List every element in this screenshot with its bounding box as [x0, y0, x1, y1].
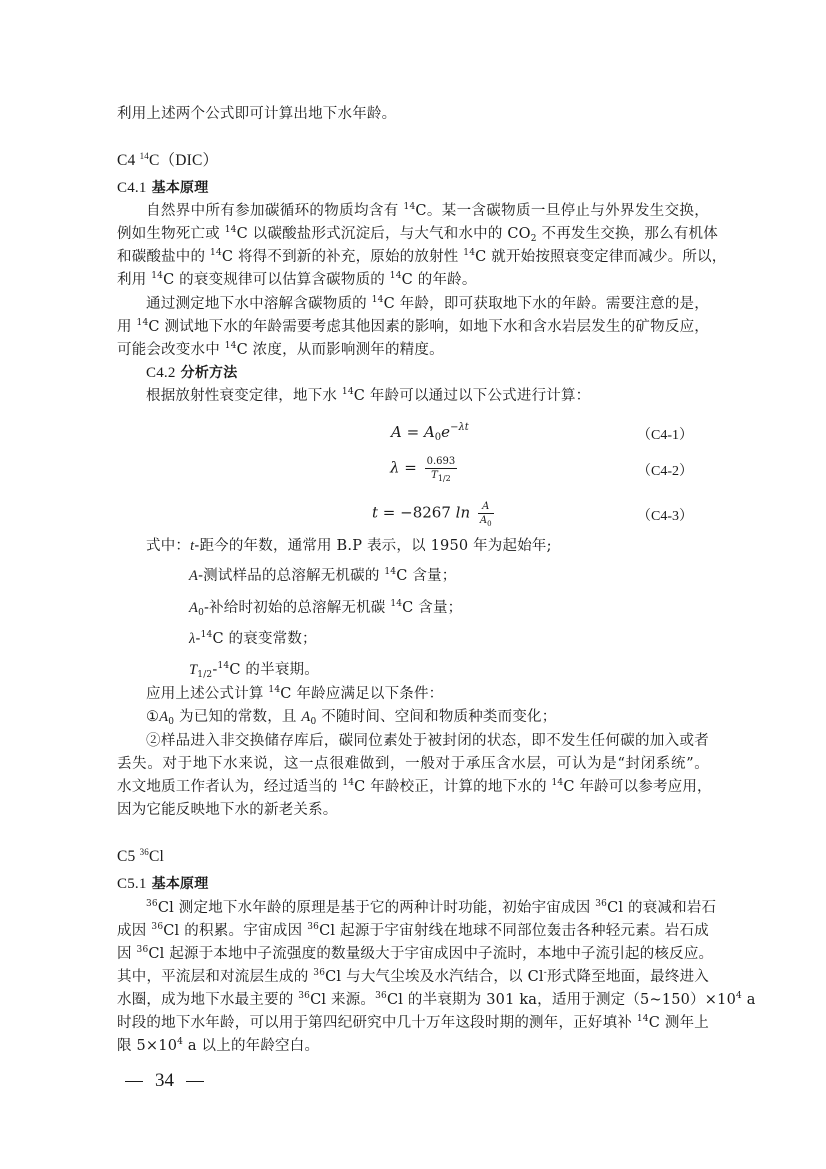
dash-right — [186, 1081, 204, 1082]
paragraph-line: 根据放射性衰变定律，地下水 $^{14}$C 年龄可以通过以下公式进行计算： — [146, 387, 591, 404]
where-line: 式中：t-距今的年数，通常用 B.P 表示，以 1950 年为起始年; — [146, 538, 552, 554]
paragraph-line: 例如生物死亡或 $^{14}$C 以碳酸盐形式沉淀后，与大气和水中的 $CO_2$ 不再发生交换，那么有机体 — [117, 225, 718, 244]
equation-c4-1: $A = A_0e^{-\lambda t}$ — [391, 422, 469, 443]
paragraph-line: 时段的地下水年龄，可以用于第四纪研究中几十万年这段时期的测年，正好填补 $^{14}$C 测年上 — [117, 1014, 709, 1031]
where-line: $A_0-$补给时初始的总溶解无机碳 $^{14}$C 含量； — [189, 599, 463, 618]
paragraph-line: 利用 $^{14}$C 的衰变规律可以估算含碳物质的 $^{14}$C 的年龄。 — [117, 271, 477, 288]
conditions-lead: 应用上述公式计算 $^{14}$C 年龄应满足以下条件： — [146, 685, 444, 702]
paragraph-line: 和碳酸盐中的 $^{14}$C 将得不到新的补充，原始的放射性 $^{14}$C 就开始按照衰变定律而减少。所以， — [117, 248, 727, 265]
paragraph-line: 因 $^{36}$Cl 起源于本地中子流强度的数量级大于宇宙成因中子流时，本地中子流引起的核反应。 — [117, 945, 714, 962]
paragraph-line: 可能会改变水中 $^{14}$C 浓度，从而影响测年的精度。 — [117, 341, 444, 358]
equation-label: （C4-3） — [637, 509, 693, 524]
paragraph-line: $^{36}$Cl 测定地下水年龄的原理是基于它的两种计时功能，初始宇宙成因 $^{36}$Cl 的衰减和岩石 — [146, 899, 717, 916]
fraction: $\frac{A}{A_0}$ — [479, 501, 492, 528]
condition-2-line: 因为它能反映地下水的新老关系。 — [117, 802, 338, 818]
dash-left — [125, 1081, 143, 1082]
condition-2-line: 水文地质工作者认为，经过适当的 $^{14}$C 年龄校正，计算的地下水的 $^{14}$C 年龄可以参考应用， — [117, 778, 712, 795]
subsection-heading-c41: C4.1 基本原理 — [117, 180, 209, 196]
intro-paragraph: 利用上述两个公式即可计算出地下水年龄。 — [117, 106, 397, 122]
paragraph-line: 水圈，成为地下水最主要的 $^{36}$Cl 来源。$^{36}$Cl 的半衰期为 301 ka，适用于测定$(5\sim 150)\times 10^4$ a — [117, 991, 756, 1008]
subsection-heading-c42: C4.2 分析方法 — [146, 365, 238, 381]
equation-label: （C4-2） — [637, 464, 693, 479]
paragraph-line: 限 $5\times 10^4$ a 以上的年龄空白。 — [117, 1037, 320, 1054]
paragraph-line: 其中，平流层和对流层生成的 $^{36}$Cl 与大气尘埃及水汽结合，以 Cl-形式降至地面，最终进入 — [117, 968, 709, 985]
equation-c4-2: λ = $\frac{0.693}{T_{1/2}}$ — [390, 456, 456, 483]
condition-2-line: ②样品进入非交换储存库后，碳同位素处于被封闭的状态，即不发生任何碳的加入或者 — [146, 733, 709, 749]
section-heading-c5: C5 $^{36}$Cl — [117, 847, 165, 865]
condition-2-line: 丢失。对于地下水来说，这一点很难做到，一般对于承压含水层，可认为是“封闭系统”。 — [117, 756, 709, 772]
page-number: 34 — [125, 1070, 204, 1092]
equation-label: （C4-1） — [637, 428, 693, 443]
paragraph-line: 通过测定地下水中溶解含碳物质的 $^{14}$C 年龄，即可获取地下水的年龄。需要注意的是， — [146, 295, 709, 312]
condition-1: $①A_0$ 为已知的常数，且 $A_0$ 不随时间、空间和物质种类而变化； — [146, 709, 557, 727]
where-line: λ-$^{14}$C 的衰变常数； — [189, 630, 317, 647]
section-heading-c4: C4 $^{14}$C（DIC） — [117, 151, 219, 169]
fraction: $\frac{0.693}{T_{1/2}}$ — [426, 456, 456, 483]
where-line: A-测试样品的总溶解无机碳的 $^{14}$C 含量； — [189, 567, 457, 584]
paragraph-line: 自然界中所有参加碳循环的物质均含有 $^{14}$C。某一含碳物质一旦停止与外界发生交换， — [146, 202, 709, 219]
paragraph-line: 成因 $^{36}$Cl 的积累。宇宙成因 $^{36}$Cl 起源于宇宙射线在地球不同部位轰击各种轻元素。岩石成 — [117, 922, 709, 939]
subsection-heading-c51: C5.1 基本原理 — [117, 876, 209, 892]
paragraph-line: 用 $^{14}$C 测试地下水的年龄需要考虑其他因素的影响，如地下水和含水岩层发生的矿物反应， — [117, 318, 709, 335]
where-line: $T_{1/2}-^{14}C$ 的半衰期。 — [189, 661, 319, 680]
equation-c4-3: t = −8267 ln $\frac{A}{A_0}$ — [372, 501, 492, 528]
